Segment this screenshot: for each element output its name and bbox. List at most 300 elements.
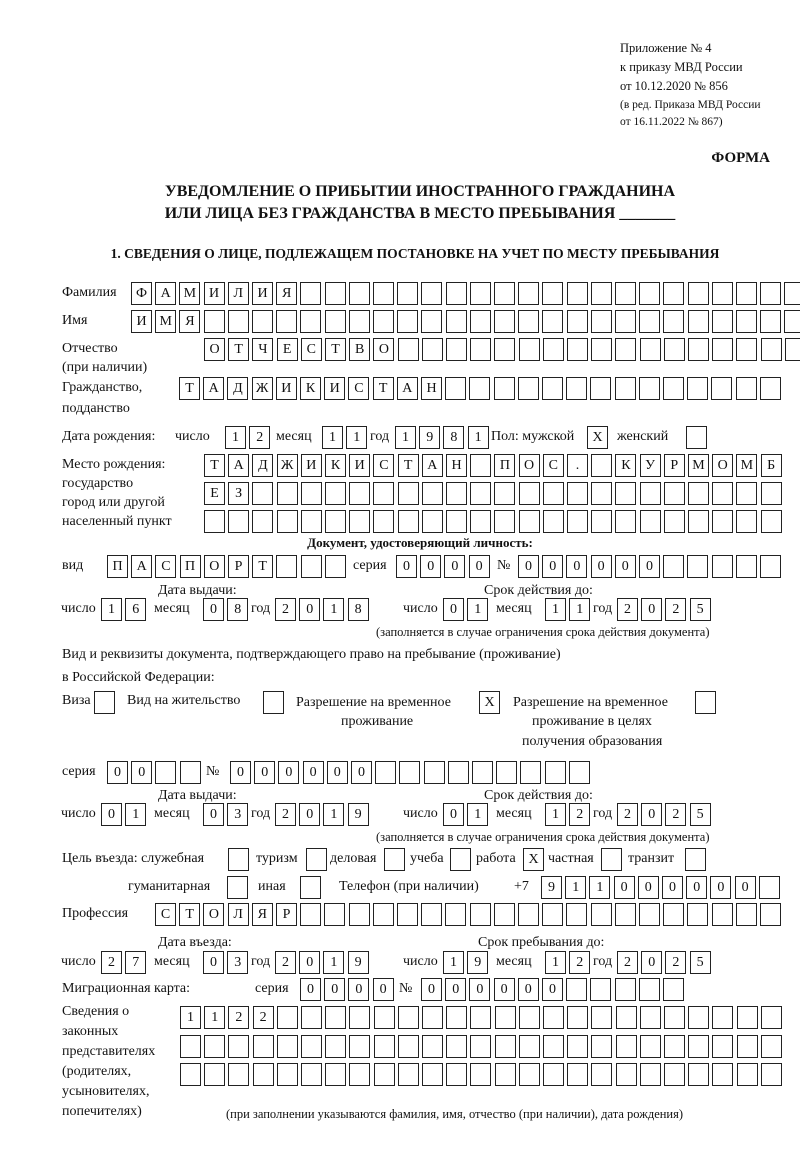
char-cell[interactable]	[494, 310, 515, 333]
char-cell[interactable]: А	[155, 282, 176, 305]
checkbox-cell[interactable]	[384, 848, 405, 871]
char-cell[interactable]: 0	[373, 978, 394, 1001]
char-cell[interactable]: .	[567, 454, 588, 477]
char-cell[interactable]: 1	[545, 598, 566, 621]
char-cell[interactable]: Я	[179, 310, 200, 333]
char-cell[interactable]	[470, 338, 491, 361]
char-cell[interactable]	[736, 903, 757, 926]
char-cell[interactable]	[663, 282, 684, 305]
char-cell[interactable]	[591, 903, 612, 926]
char-cell[interactable]: 1	[323, 598, 344, 621]
char-cell[interactable]	[325, 1063, 346, 1086]
char-cell[interactable]: П	[180, 555, 201, 578]
char-cell[interactable]: 5	[690, 951, 711, 974]
char-cell[interactable]	[712, 1006, 733, 1029]
char-cell[interactable]: 9	[348, 803, 369, 826]
char-cell[interactable]: А	[131, 555, 152, 578]
char-cell[interactable]	[204, 510, 225, 533]
checkbox-cell[interactable]	[686, 426, 707, 449]
char-cell[interactable]	[590, 978, 611, 1001]
char-cell[interactable]	[736, 555, 757, 578]
char-cell[interactable]: И	[252, 282, 273, 305]
char-cell[interactable]	[567, 1006, 588, 1029]
char-cell[interactable]: 1	[323, 951, 344, 974]
char-cell[interactable]	[470, 510, 491, 533]
char-cell[interactable]: 1	[545, 951, 566, 974]
char-cell[interactable]	[639, 310, 660, 333]
char-cell[interactable]: П	[107, 555, 128, 578]
char-cell[interactable]	[228, 1063, 249, 1086]
char-cell[interactable]	[519, 1006, 540, 1029]
char-cell[interactable]	[663, 310, 684, 333]
char-cell[interactable]: Т	[179, 903, 200, 926]
char-cell[interactable]	[373, 310, 394, 333]
char-cell[interactable]	[301, 1035, 322, 1058]
char-cell[interactable]: 0	[542, 555, 563, 578]
char-cell[interactable]	[494, 903, 515, 926]
char-cell[interactable]	[349, 903, 370, 926]
char-cell[interactable]	[688, 482, 709, 505]
char-cell[interactable]: 0	[278, 761, 299, 784]
char-cell[interactable]	[784, 282, 800, 305]
char-cell[interactable]	[615, 510, 636, 533]
char-cell[interactable]	[276, 310, 297, 333]
char-cell[interactable]: 0	[299, 951, 320, 974]
char-cell[interactable]	[639, 903, 660, 926]
char-cell[interactable]	[760, 555, 781, 578]
char-cell[interactable]	[688, 1035, 709, 1058]
char-cell[interactable]	[591, 482, 612, 505]
char-cell[interactable]	[591, 1006, 612, 1029]
char-cell[interactable]: К	[325, 454, 346, 477]
checkbox-cell[interactable]	[227, 876, 248, 899]
char-cell[interactable]	[472, 761, 493, 784]
char-cell[interactable]	[325, 510, 346, 533]
char-cell[interactable]: Я	[276, 282, 297, 305]
char-cell[interactable]	[446, 310, 467, 333]
char-cell[interactable]: Е	[277, 338, 298, 361]
char-cell[interactable]: 0	[230, 761, 251, 784]
char-cell[interactable]	[421, 310, 442, 333]
char-cell[interactable]: 0	[203, 598, 224, 621]
char-cell[interactable]: 0	[351, 761, 372, 784]
char-cell[interactable]: 8	[348, 598, 369, 621]
char-cell[interactable]	[518, 377, 539, 400]
char-cell[interactable]	[736, 377, 757, 400]
char-cell[interactable]	[640, 510, 661, 533]
char-cell[interactable]	[567, 1063, 588, 1086]
char-cell[interactable]: 8	[443, 426, 464, 449]
char-cell[interactable]	[688, 338, 709, 361]
char-cell[interactable]	[373, 510, 394, 533]
char-cell[interactable]	[663, 555, 684, 578]
char-cell[interactable]	[277, 1063, 298, 1086]
char-cell[interactable]	[664, 1006, 685, 1029]
char-cell[interactable]	[688, 282, 709, 305]
char-cell[interactable]	[277, 1006, 298, 1029]
char-cell[interactable]	[663, 978, 684, 1001]
char-cell[interactable]: А	[228, 454, 249, 477]
char-cell[interactable]	[325, 310, 346, 333]
char-cell[interactable]	[687, 377, 708, 400]
checkbox-cell[interactable]	[306, 848, 327, 871]
char-cell[interactable]: 0	[615, 555, 636, 578]
char-cell[interactable]	[567, 510, 588, 533]
char-cell[interactable]: 2	[249, 426, 270, 449]
char-cell[interactable]	[228, 1035, 249, 1058]
char-cell[interactable]: 3	[227, 803, 248, 826]
char-cell[interactable]	[300, 310, 321, 333]
char-cell[interactable]	[398, 338, 419, 361]
char-cell[interactable]: М	[688, 454, 709, 477]
char-cell[interactable]	[494, 482, 515, 505]
char-cell[interactable]: 2	[275, 803, 296, 826]
char-cell[interactable]: И	[131, 310, 152, 333]
char-cell[interactable]	[421, 903, 442, 926]
char-cell[interactable]: 5	[690, 803, 711, 826]
char-cell[interactable]	[712, 310, 733, 333]
char-cell[interactable]: 1	[322, 426, 343, 449]
char-cell[interactable]	[519, 482, 540, 505]
char-cell[interactable]: Ф	[131, 282, 152, 305]
char-cell[interactable]: Б	[761, 454, 782, 477]
char-cell[interactable]: 2	[569, 803, 590, 826]
char-cell[interactable]	[760, 310, 781, 333]
char-cell[interactable]	[784, 310, 800, 333]
char-cell[interactable]	[373, 903, 394, 926]
char-cell[interactable]: 2	[569, 951, 590, 974]
char-cell[interactable]	[398, 482, 419, 505]
char-cell[interactable]	[448, 761, 469, 784]
char-cell[interactable]	[664, 482, 685, 505]
char-cell[interactable]	[519, 338, 540, 361]
char-cell[interactable]: 2	[275, 598, 296, 621]
char-cell[interactable]: 1	[545, 803, 566, 826]
char-cell[interactable]: 0	[443, 598, 464, 621]
char-cell[interactable]	[373, 282, 394, 305]
char-cell[interactable]	[349, 1063, 370, 1086]
char-cell[interactable]: 1	[467, 598, 488, 621]
char-cell[interactable]: 0	[469, 555, 490, 578]
char-cell[interactable]: 0	[348, 978, 369, 1001]
char-cell[interactable]: 0	[641, 598, 662, 621]
char-cell[interactable]: Ч	[252, 338, 273, 361]
char-cell[interactable]	[761, 1063, 782, 1086]
char-cell[interactable]	[349, 482, 370, 505]
char-cell[interactable]: С	[348, 377, 369, 400]
char-cell[interactable]	[640, 1063, 661, 1086]
char-cell[interactable]: С	[373, 454, 394, 477]
checkbox-cell[interactable]	[94, 691, 115, 714]
char-cell[interactable]	[470, 282, 491, 305]
char-cell[interactable]	[761, 510, 782, 533]
char-cell[interactable]: А	[203, 377, 224, 400]
char-cell[interactable]	[398, 1006, 419, 1029]
char-cell[interactable]: Т	[325, 338, 346, 361]
char-cell[interactable]	[349, 1035, 370, 1058]
char-cell[interactable]	[712, 282, 733, 305]
char-cell[interactable]: 2	[617, 598, 638, 621]
char-cell[interactable]	[494, 282, 515, 305]
char-cell[interactable]	[688, 1063, 709, 1086]
char-cell[interactable]	[591, 1035, 612, 1058]
char-cell[interactable]	[760, 377, 781, 400]
char-cell[interactable]: 1	[468, 426, 489, 449]
char-cell[interactable]	[712, 1063, 733, 1086]
char-cell[interactable]	[615, 338, 636, 361]
char-cell[interactable]: 1	[101, 598, 122, 621]
char-cell[interactable]	[616, 1035, 637, 1058]
char-cell[interactable]: 0	[641, 951, 662, 974]
char-cell[interactable]	[301, 482, 322, 505]
char-cell[interactable]	[446, 1035, 467, 1058]
char-cell[interactable]: Л	[228, 903, 249, 926]
char-cell[interactable]	[470, 482, 491, 505]
char-cell[interactable]	[252, 310, 273, 333]
char-cell[interactable]	[736, 338, 757, 361]
char-cell[interactable]: Т	[204, 454, 225, 477]
char-cell[interactable]: О	[203, 903, 224, 926]
char-cell[interactable]	[712, 555, 733, 578]
char-cell[interactable]	[640, 482, 661, 505]
char-cell[interactable]: 2	[665, 598, 686, 621]
char-cell[interactable]: Д	[227, 377, 248, 400]
char-cell[interactable]: З	[228, 482, 249, 505]
char-cell[interactable]	[761, 1006, 782, 1029]
char-cell[interactable]: 0	[254, 761, 275, 784]
char-cell[interactable]	[615, 377, 636, 400]
char-cell[interactable]: 2	[228, 1006, 249, 1029]
char-cell[interactable]	[761, 338, 782, 361]
char-cell[interactable]: 0	[518, 555, 539, 578]
char-cell[interactable]: 0	[327, 761, 348, 784]
char-cell[interactable]: 0	[591, 555, 612, 578]
char-cell[interactable]: 1	[180, 1006, 201, 1029]
char-cell[interactable]	[446, 1063, 467, 1086]
char-cell[interactable]	[446, 338, 467, 361]
char-cell[interactable]	[375, 761, 396, 784]
char-cell[interactable]	[301, 1006, 322, 1029]
char-cell[interactable]	[496, 761, 517, 784]
char-cell[interactable]	[518, 310, 539, 333]
char-cell[interactable]	[759, 876, 780, 899]
char-cell[interactable]: 0	[710, 876, 731, 899]
char-cell[interactable]: 0	[542, 978, 563, 1001]
char-cell[interactable]	[349, 510, 370, 533]
checkbox-cell[interactable]	[695, 691, 716, 714]
char-cell[interactable]	[397, 282, 418, 305]
char-cell[interactable]	[253, 1063, 274, 1086]
char-cell[interactable]	[180, 1063, 201, 1086]
char-cell[interactable]: 2	[617, 803, 638, 826]
char-cell[interactable]: С	[155, 555, 176, 578]
char-cell[interactable]: 0	[443, 803, 464, 826]
char-cell[interactable]: М	[155, 310, 176, 333]
char-cell[interactable]: 1	[204, 1006, 225, 1029]
char-cell[interactable]: О	[204, 555, 225, 578]
char-cell[interactable]: 9	[419, 426, 440, 449]
char-cell[interactable]: 2	[617, 951, 638, 974]
char-cell[interactable]	[519, 1035, 540, 1058]
char-cell[interactable]: К	[615, 454, 636, 477]
char-cell[interactable]	[253, 1035, 274, 1058]
char-cell[interactable]	[470, 454, 491, 477]
char-cell[interactable]: 1	[467, 803, 488, 826]
char-cell[interactable]	[591, 454, 612, 477]
char-cell[interactable]	[543, 338, 564, 361]
char-cell[interactable]: 1	[589, 876, 610, 899]
char-cell[interactable]	[737, 1035, 758, 1058]
char-cell[interactable]: 0	[494, 978, 515, 1001]
char-cell[interactable]	[422, 338, 443, 361]
char-cell[interactable]	[543, 1063, 564, 1086]
char-cell[interactable]: И	[204, 282, 225, 305]
char-cell[interactable]	[737, 1063, 758, 1086]
char-cell[interactable]	[639, 377, 660, 400]
char-cell[interactable]: И	[301, 454, 322, 477]
char-cell[interactable]: Т	[252, 555, 273, 578]
char-cell[interactable]: И	[276, 377, 297, 400]
char-cell[interactable]	[543, 482, 564, 505]
char-cell[interactable]	[421, 282, 442, 305]
char-cell[interactable]: И	[324, 377, 345, 400]
char-cell[interactable]: С	[301, 338, 322, 361]
char-cell[interactable]: Р	[664, 454, 685, 477]
char-cell[interactable]	[590, 377, 611, 400]
char-cell[interactable]	[300, 282, 321, 305]
char-cell[interactable]	[736, 482, 757, 505]
checkbox-cell[interactable]	[228, 848, 249, 871]
char-cell[interactable]	[277, 1035, 298, 1058]
char-cell[interactable]: 0	[638, 876, 659, 899]
char-cell[interactable]	[325, 482, 346, 505]
char-cell[interactable]	[374, 1035, 395, 1058]
char-cell[interactable]: 1	[395, 426, 416, 449]
char-cell[interactable]	[470, 1035, 491, 1058]
char-cell[interactable]	[422, 482, 443, 505]
char-cell[interactable]	[542, 310, 563, 333]
char-cell[interactable]	[640, 1035, 661, 1058]
char-cell[interactable]	[495, 1063, 516, 1086]
char-cell[interactable]: 8	[227, 598, 248, 621]
char-cell[interactable]	[688, 1006, 709, 1029]
char-cell[interactable]	[422, 510, 443, 533]
char-cell[interactable]	[325, 1006, 346, 1029]
char-cell[interactable]	[688, 510, 709, 533]
char-cell[interactable]: О	[373, 338, 394, 361]
char-cell[interactable]	[324, 903, 345, 926]
char-cell[interactable]	[519, 1063, 540, 1086]
char-cell[interactable]	[542, 282, 563, 305]
char-cell[interactable]	[470, 1063, 491, 1086]
char-cell[interactable]	[712, 338, 733, 361]
char-cell[interactable]	[615, 978, 636, 1001]
char-cell[interactable]: Д	[252, 454, 273, 477]
char-cell[interactable]: 2	[253, 1006, 274, 1029]
checkbox-cell[interactable]: X	[523, 848, 544, 871]
char-cell[interactable]: 1	[565, 876, 586, 899]
char-cell[interactable]: 0	[445, 978, 466, 1001]
char-cell[interactable]	[228, 310, 249, 333]
char-cell[interactable]	[615, 310, 636, 333]
char-cell[interactable]: Ж	[277, 454, 298, 477]
char-cell[interactable]: 2	[665, 951, 686, 974]
char-cell[interactable]	[737, 1006, 758, 1029]
char-cell[interactable]: Р	[228, 555, 249, 578]
char-cell[interactable]: Т	[228, 338, 249, 361]
char-cell[interactable]	[349, 1006, 370, 1029]
char-cell[interactable]	[616, 1063, 637, 1086]
char-cell[interactable]	[301, 555, 322, 578]
char-cell[interactable]: А	[422, 454, 443, 477]
char-cell[interactable]: 0	[203, 951, 224, 974]
char-cell[interactable]	[736, 510, 757, 533]
char-cell[interactable]: 9	[467, 951, 488, 974]
char-cell[interactable]: 0	[641, 803, 662, 826]
char-cell[interactable]	[567, 338, 588, 361]
char-cell[interactable]	[543, 1035, 564, 1058]
char-cell[interactable]: А	[397, 377, 418, 400]
char-cell[interactable]	[591, 282, 612, 305]
char-cell[interactable]	[663, 377, 684, 400]
checkbox-cell[interactable]	[450, 848, 471, 871]
char-cell[interactable]: 3	[227, 951, 248, 974]
char-cell[interactable]	[204, 1063, 225, 1086]
char-cell[interactable]	[712, 1035, 733, 1058]
char-cell[interactable]: С	[543, 454, 564, 477]
char-cell[interactable]: 0	[107, 761, 128, 784]
char-cell[interactable]	[569, 761, 590, 784]
char-cell[interactable]: 2	[665, 803, 686, 826]
char-cell[interactable]	[204, 1035, 225, 1058]
char-cell[interactable]	[761, 1035, 782, 1058]
char-cell[interactable]: 1	[569, 598, 590, 621]
char-cell[interactable]	[615, 482, 636, 505]
char-cell[interactable]	[422, 1063, 443, 1086]
char-cell[interactable]: 0	[324, 978, 345, 1001]
char-cell[interactable]: 7	[125, 951, 146, 974]
char-cell[interactable]	[639, 282, 660, 305]
char-cell[interactable]	[736, 310, 757, 333]
char-cell[interactable]: И	[349, 454, 370, 477]
char-cell[interactable]	[300, 903, 321, 926]
char-cell[interactable]	[277, 482, 298, 505]
char-cell[interactable]	[591, 338, 612, 361]
char-cell[interactable]	[542, 377, 563, 400]
char-cell[interactable]	[495, 1006, 516, 1029]
char-cell[interactable]	[399, 761, 420, 784]
char-cell[interactable]	[687, 903, 708, 926]
char-cell[interactable]: 1	[346, 426, 367, 449]
char-cell[interactable]: 0	[686, 876, 707, 899]
char-cell[interactable]: Л	[228, 282, 249, 305]
char-cell[interactable]: Т	[373, 377, 394, 400]
char-cell[interactable]: О	[712, 454, 733, 477]
char-cell[interactable]	[566, 377, 587, 400]
char-cell[interactable]	[519, 510, 540, 533]
char-cell[interactable]	[397, 903, 418, 926]
char-cell[interactable]: 1	[443, 951, 464, 974]
char-cell[interactable]	[325, 555, 346, 578]
char-cell[interactable]	[422, 1006, 443, 1029]
char-cell[interactable]	[494, 338, 515, 361]
char-cell[interactable]: 5	[690, 598, 711, 621]
char-cell[interactable]	[543, 510, 564, 533]
char-cell[interactable]	[301, 1063, 322, 1086]
char-cell[interactable]	[276, 555, 297, 578]
char-cell[interactable]: О	[519, 454, 540, 477]
char-cell[interactable]: 0	[101, 803, 122, 826]
